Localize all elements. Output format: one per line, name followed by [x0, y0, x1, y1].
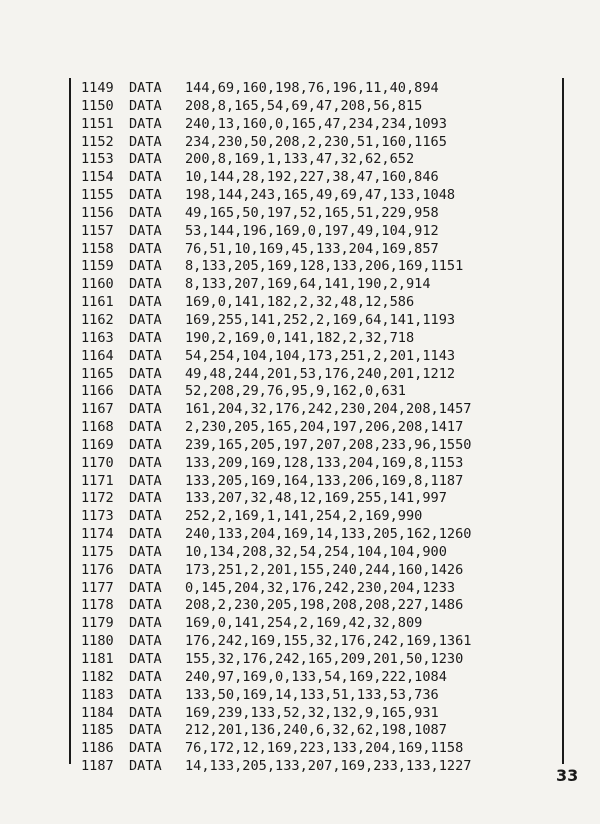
data-values: 0,145,204,32,176,242,230,204,1233 — [185, 579, 456, 596]
data-keyword: DATA — [129, 97, 162, 114]
data-values: 14,133,205,133,207,169,233,133,1227 — [185, 758, 472, 775]
data-values: 212,201,136,240,6,32,62,198,1087 — [185, 722, 447, 739]
data-keyword: DATA — [129, 740, 162, 757]
line-number: 1151 — [81, 115, 114, 132]
data-keyword: DATA — [129, 80, 162, 96]
data-keyword: DATA — [129, 668, 162, 685]
listing-line — [81, 615, 561, 633]
listing-line — [81, 508, 561, 526]
line-number: 1156 — [81, 204, 114, 221]
line-number: 1167 — [81, 401, 114, 418]
line-number: 1172 — [81, 490, 114, 507]
line-number: 1157 — [81, 222, 114, 239]
data-keyword: DATA — [129, 686, 162, 703]
data-values: 76,172,12,169,223,133,204,169,1158 — [185, 740, 464, 757]
line-number: 1166 — [81, 383, 114, 400]
data-keyword: DATA — [129, 633, 162, 650]
listing-line — [81, 366, 561, 384]
data-keyword: DATA — [129, 704, 162, 721]
data-values: 133,50,169,14,133,51,133,53,736 — [185, 686, 439, 703]
line-number: 1150 — [81, 97, 114, 114]
data-keyword: DATA — [129, 419, 162, 436]
line-number: 1173 — [81, 508, 114, 525]
data-keyword: DATA — [129, 329, 162, 346]
line-number: 1163 — [81, 329, 114, 346]
line-number: 1155 — [81, 187, 114, 204]
listing-line — [81, 241, 561, 259]
data-values: 76,51,10,169,45,133,204,169,857 — [185, 240, 439, 257]
listing-line — [81, 116, 561, 134]
data-values: 133,209,169,128,133,204,169,8,1153 — [185, 454, 464, 471]
line-number: 1184 — [81, 704, 114, 721]
line-number: 1182 — [81, 668, 114, 685]
data-values: 234,230,50,208,2,230,51,160,1165 — [185, 133, 447, 150]
data-keyword: DATA — [129, 133, 162, 150]
data-values: 252,2,169,1,141,254,2,169,990 — [185, 508, 423, 525]
line-number: 1174 — [81, 526, 114, 543]
listing-line — [81, 722, 561, 740]
data-keyword: DATA — [129, 543, 162, 560]
line-number: 1154 — [81, 169, 114, 186]
listing-line — [81, 187, 561, 205]
data-values: 208,8,165,54,69,47,208,56,815 — [185, 97, 423, 114]
data-values: 53,144,196,169,0,197,49,104,912 — [185, 222, 439, 239]
data-keyword: DATA — [129, 651, 162, 667]
line-number: 1169 — [81, 436, 114, 453]
line-number: 1149 — [81, 80, 114, 96]
listing-line — [81, 580, 561, 598]
data-values: 8,133,205,169,128,133,206,169,1151 — [185, 258, 464, 275]
listing-line — [81, 383, 561, 401]
listing-line — [81, 294, 561, 312]
data-values: 173,251,2,201,155,240,244,160,1426 — [185, 561, 464, 578]
basic-data-listing — [81, 80, 561, 776]
data-keyword: DATA — [129, 115, 162, 132]
listing-line — [81, 473, 561, 491]
right-margin-rule — [562, 78, 564, 764]
data-keyword: DATA — [129, 597, 162, 614]
data-values: 240,97,169,0,133,54,169,222,1084 — [185, 668, 447, 685]
line-number: 1176 — [81, 561, 114, 578]
data-keyword: DATA — [129, 151, 162, 168]
data-keyword: DATA — [129, 258, 162, 275]
line-number: 1179 — [81, 615, 114, 632]
data-values: 240,13,160,0,165,47,234,234,1093 — [185, 115, 447, 132]
line-number: 1160 — [81, 276, 114, 293]
listing-line — [81, 223, 561, 241]
line-number: 1185 — [81, 722, 114, 739]
page-number: 33 — [556, 766, 579, 785]
listing-line — [81, 401, 561, 419]
data-values: 169,0,141,182,2,32,48,12,586 — [185, 294, 415, 311]
data-keyword: DATA — [129, 526, 162, 543]
data-values: 10,134,208,32,54,254,104,104,900 — [185, 543, 447, 560]
listing-line — [81, 490, 561, 508]
data-keyword: DATA — [129, 436, 162, 453]
data-keyword: DATA — [129, 454, 162, 471]
data-values: 176,242,169,155,32,176,242,169,1361 — [185, 633, 472, 650]
listing-line — [81, 258, 561, 276]
data-values: 239,165,205,197,207,208,233,96,1550 — [185, 436, 472, 453]
data-values: 161,204,32,176,242,230,204,208,1457 — [185, 401, 472, 418]
data-keyword: DATA — [129, 365, 162, 382]
data-values: 208,2,230,205,198,208,208,227,1486 — [185, 597, 464, 614]
data-values: 49,165,50,197,52,165,51,229,958 — [185, 204, 439, 221]
data-keyword: DATA — [129, 722, 162, 739]
data-values: 2,230,205,165,204,197,206,208,1417 — [185, 419, 464, 436]
data-keyword: DATA — [129, 401, 162, 418]
data-keyword: DATA — [129, 508, 162, 525]
listing-line — [81, 98, 561, 116]
listing-line — [81, 651, 561, 669]
listing-line — [81, 705, 561, 723]
listing-line — [81, 740, 561, 758]
data-values: 155,32,176,242,165,209,201,50,1230 — [185, 651, 464, 667]
listing-line — [81, 669, 561, 687]
line-number: 1161 — [81, 294, 114, 311]
listing-line — [81, 633, 561, 651]
data-values: 169,255,141,252,2,169,64,141,1193 — [185, 311, 456, 328]
data-values: 133,205,169,164,133,206,169,8,1187 — [185, 472, 464, 489]
data-values: 10,144,28,192,227,38,47,160,846 — [185, 169, 439, 186]
listing-line — [81, 419, 561, 437]
data-keyword: DATA — [129, 615, 162, 632]
listing-line — [81, 80, 561, 98]
listing-line — [81, 526, 561, 544]
listing-line — [81, 330, 561, 348]
data-keyword: DATA — [129, 347, 162, 364]
data-values: 169,0,141,254,2,169,42,32,809 — [185, 615, 423, 632]
data-keyword: DATA — [129, 169, 162, 186]
listing-line — [81, 597, 561, 615]
listing-line — [81, 134, 561, 152]
data-keyword: DATA — [129, 204, 162, 221]
line-number: 1171 — [81, 472, 114, 489]
left-margin-rule — [69, 78, 71, 764]
data-values: 54,254,104,104,173,251,2,201,1143 — [185, 347, 456, 364]
listing-line — [81, 437, 561, 455]
line-number: 1186 — [81, 740, 114, 757]
listing-line — [81, 348, 561, 366]
line-number: 1159 — [81, 258, 114, 275]
data-values: 200,8,169,1,133,47,32,62,652 — [185, 151, 415, 168]
data-keyword: DATA — [129, 311, 162, 328]
listing-line — [81, 276, 561, 294]
data-keyword: DATA — [129, 579, 162, 596]
line-number: 1180 — [81, 633, 114, 650]
line-number: 1175 — [81, 543, 114, 560]
data-keyword: DATA — [129, 276, 162, 293]
data-values: 198,144,243,165,49,69,47,133,1048 — [185, 187, 456, 204]
line-number: 1187 — [81, 758, 114, 775]
data-keyword: DATA — [129, 561, 162, 578]
line-number: 1158 — [81, 240, 114, 257]
listing-line — [81, 151, 561, 169]
data-keyword: DATA — [129, 383, 162, 400]
listing-line — [81, 169, 561, 187]
listing-line — [81, 205, 561, 223]
data-values: 133,207,32,48,12,169,255,141,997 — [185, 490, 447, 507]
data-values: 49,48,244,201,53,176,240,201,1212 — [185, 365, 456, 382]
line-number: 1170 — [81, 454, 114, 471]
data-keyword: DATA — [129, 758, 162, 775]
data-keyword: DATA — [129, 294, 162, 311]
line-number: 1177 — [81, 579, 114, 596]
data-keyword: DATA — [129, 187, 162, 204]
data-keyword: DATA — [129, 472, 162, 489]
line-number: 1178 — [81, 597, 114, 614]
line-number: 1165 — [81, 365, 114, 382]
line-number: 1168 — [81, 419, 114, 436]
listing-line — [81, 758, 561, 776]
data-values: 144,69,160,198,76,196,11,40,894 — [185, 80, 439, 96]
line-number: 1164 — [81, 347, 114, 364]
data-values: 8,133,207,169,64,141,190,2,914 — [185, 276, 431, 293]
listing-line — [81, 544, 561, 562]
data-values: 190,2,169,0,141,182,2,32,718 — [185, 329, 415, 346]
listing-line — [81, 312, 561, 330]
line-number: 1183 — [81, 686, 114, 703]
data-values: 169,239,133,52,32,132,9,165,931 — [185, 704, 439, 721]
data-keyword: DATA — [129, 240, 162, 257]
listing-line — [81, 687, 561, 705]
line-number: 1153 — [81, 151, 114, 168]
listing-line — [81, 455, 561, 473]
listing-line — [81, 562, 561, 580]
line-number: 1162 — [81, 311, 114, 328]
data-values: 52,208,29,76,95,9,162,0,631 — [185, 383, 406, 400]
data-keyword: DATA — [129, 490, 162, 507]
data-values: 240,133,204,169,14,133,205,162,1260 — [185, 526, 472, 543]
data-keyword: DATA — [129, 222, 162, 239]
line-number: 1152 — [81, 133, 114, 150]
line-number: 1181 — [81, 651, 114, 667]
